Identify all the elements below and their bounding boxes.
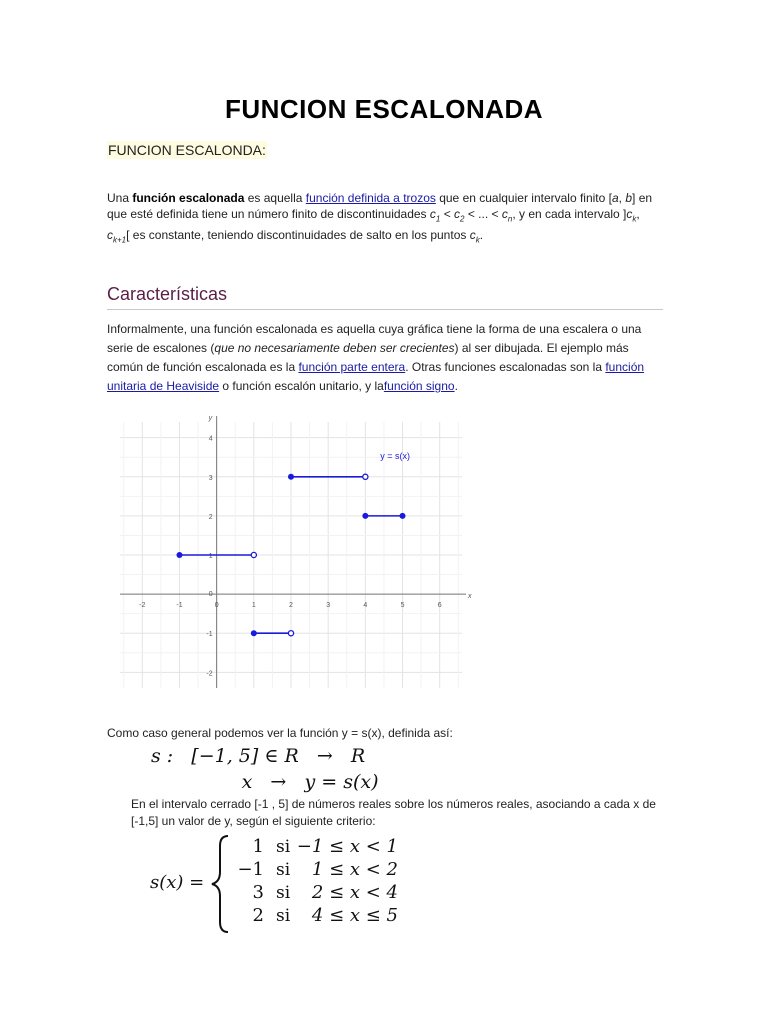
- italic-text: que no necesariamente deben ser crecientes: [214, 341, 455, 355]
- open-endpoint: [288, 631, 293, 636]
- text: ,: [636, 207, 640, 221]
- x-tick-label: -2: [139, 602, 146, 610]
- intro-paragraph: [107, 190, 663, 249]
- text: . Otras funciones escalonadas son la: [405, 360, 606, 374]
- subtitle: FUNCION ESCALONDA:: [108, 142, 266, 158]
- y-tick-label: -1: [206, 631, 213, 639]
- var-b: b: [625, 191, 633, 205]
- y-tick-label: 1: [208, 553, 213, 560]
- case-value: 3: [252, 882, 264, 903]
- text: < ... <: [464, 207, 502, 221]
- case-value: 1: [252, 836, 264, 857]
- x-tick-label: 0: [214, 602, 219, 610]
- var-c: c: [469, 228, 476, 243]
- text: Una: [107, 191, 133, 205]
- text: [ es constante, teniendo discontinuidades de salto en los puntos: [126, 228, 470, 243]
- piecewise-definition: [150, 832, 440, 937]
- text: .: [479, 228, 484, 243]
- general-case-text: Como caso general podemos ver la función y = s(x), definida así:: [107, 726, 453, 740]
- section-heading: Características: [107, 284, 663, 310]
- y-tick-label: 0: [208, 591, 213, 599]
- link-funcion-definida-a-trozos[interactable]: función definida a trozos: [305, 191, 436, 205]
- text: Informalmente, una función escalonada es aquella cuya gráfica tiene la forma de una escalera o una serie de escalones (: [107, 322, 642, 355]
- text: ) al ser dibujada. El ejemplo más común de función escalonada es la: [107, 341, 629, 374]
- text: o función escalón unitario, y la: [219, 379, 384, 393]
- open-endpoint: [251, 552, 256, 557]
- case-value: −1: [237, 859, 264, 880]
- link-funcion-parte-entera[interactable]: función parte entera: [298, 360, 406, 374]
- step-function-chart: [110, 410, 470, 702]
- x-axis-label: x: [468, 593, 472, 601]
- var-c: c: [454, 207, 461, 221]
- text: <: [440, 207, 455, 221]
- x-tick-label: -1: [176, 602, 183, 610]
- case-condition: 4 ≤ x ≤ 5: [311, 905, 398, 926]
- case-si: si: [276, 860, 291, 880]
- var-c: c: [626, 207, 633, 221]
- subscript: k: [632, 214, 637, 224]
- formula-lhs: s(x) =: [150, 872, 205, 893]
- var-c: c: [107, 228, 113, 243]
- legend-label: y = s(x): [380, 451, 410, 462]
- bold-term: función escalonada: [132, 191, 245, 205]
- case-condition: 1 ≤ x < 2: [311, 859, 398, 880]
- var-c: c: [501, 207, 508, 221]
- mapping-formula: [151, 743, 379, 795]
- case-si: si: [276, 906, 291, 926]
- closed-endpoint: [400, 513, 406, 519]
- open-endpoint: [363, 474, 368, 479]
- case-si: si: [276, 837, 291, 857]
- text: que en cualquier intervalo finito [: [435, 191, 612, 205]
- closed-endpoint: [362, 513, 368, 519]
- text: ,: [618, 191, 626, 205]
- x-tick-label: 4: [363, 602, 368, 610]
- characteristics-paragraph: [107, 320, 652, 396]
- subscript: 2: [460, 214, 465, 224]
- closed-endpoint: [288, 474, 294, 480]
- case-condition: 2 ≤ x < 4: [311, 882, 398, 903]
- text: es aquella: [244, 191, 306, 205]
- subscript: 1: [435, 214, 441, 224]
- case-condition: −1 ≤ x < 1: [296, 836, 398, 857]
- interval-description: En el intervalo cerrado [-1 , 5] de números reales sobre los números reales, asociando a cada x de [-1,5] un valor de y, según el siguiente criterio:: [131, 797, 656, 828]
- case-value: 2: [252, 905, 264, 926]
- left-brace: [212, 836, 228, 932]
- y-axis-label: y: [208, 415, 213, 422]
- var-c: c: [429, 207, 436, 221]
- x-tick-label: 1: [251, 602, 256, 610]
- page-title: FUNCION ESCALONADA: [224, 94, 544, 124]
- x-tick-label: 2: [289, 602, 293, 610]
- formula-row: s : [−1, 5] ∈ R → R: [151, 745, 366, 767]
- link-funcion-signo[interactable]: función signo: [383, 379, 455, 393]
- text: ] en que esté definida tiene un número finito de discontinuidades: [107, 191, 653, 221]
- case-si: si: [276, 883, 291, 903]
- var-a: a: [611, 191, 619, 205]
- formula-row: x → y = s(x): [151, 771, 379, 793]
- link-funcion-heaviside[interactable]: función unitaria de Heaviside: [107, 360, 645, 393]
- y-tick-label: -2: [206, 670, 213, 678]
- text: , y en cada intervalo ]: [512, 207, 627, 221]
- subscript: n: [507, 214, 513, 224]
- y-tick-label: 3: [208, 474, 213, 482]
- x-tick-label: 5: [400, 602, 405, 610]
- y-tick-label: 4: [208, 435, 213, 443]
- text: .: [454, 379, 458, 393]
- y-tick-label: 2: [208, 513, 213, 521]
- subscript: k+1: [113, 235, 127, 245]
- x-tick-label: 3: [326, 602, 331, 610]
- closed-endpoint: [176, 552, 182, 558]
- closed-endpoint: [251, 630, 257, 636]
- subscript: k: [475, 235, 480, 245]
- x-tick-label: 6: [437, 602, 442, 610]
